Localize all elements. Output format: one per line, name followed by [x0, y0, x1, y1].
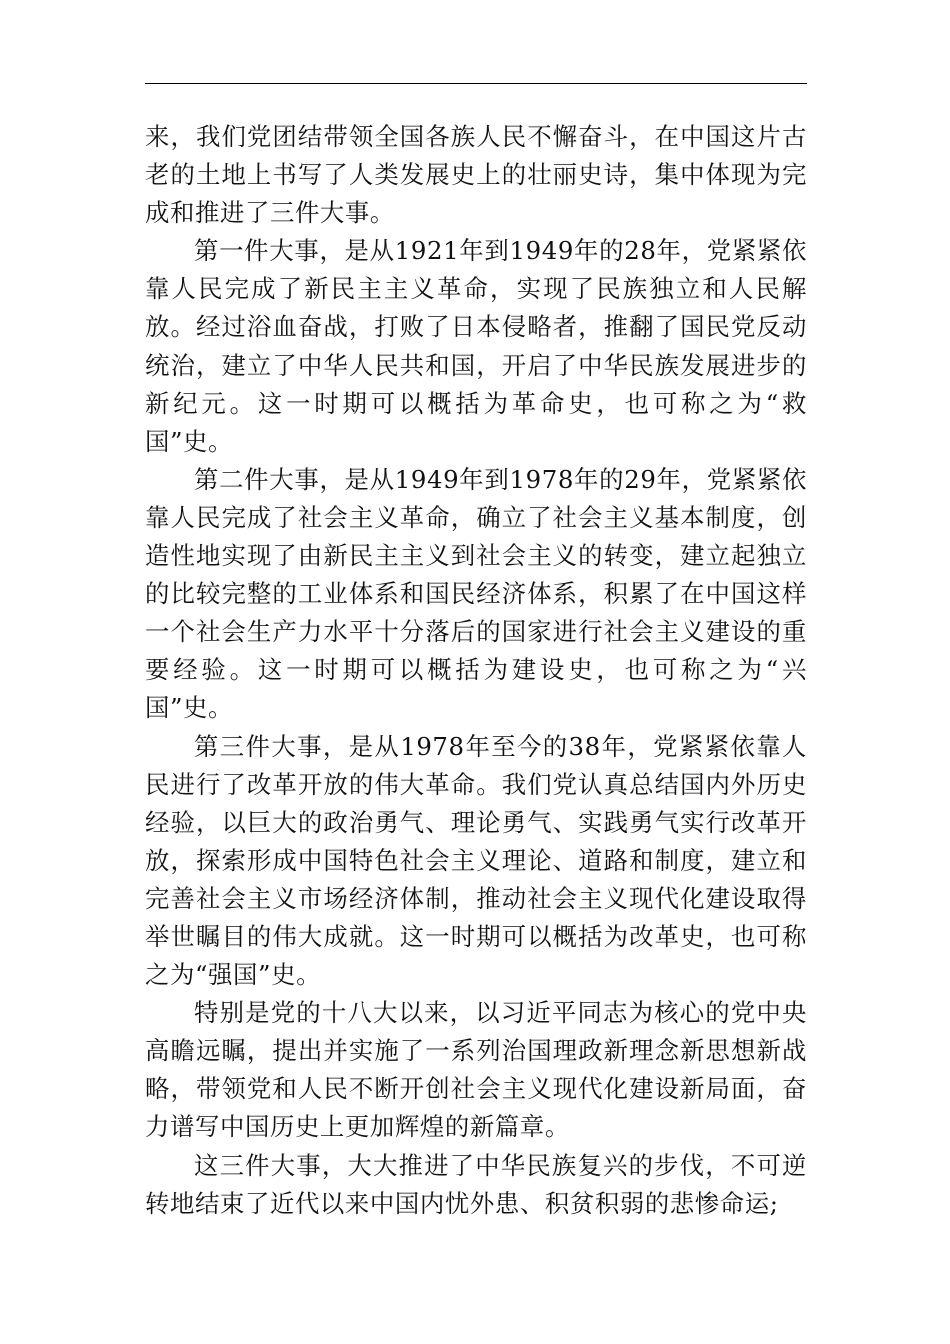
paragraph-2: 第一件大事，是从1921年到1949年的28年，党紧紧依靠人民完成了新民主主义革命，实现了民族独立和人民解放。经过浴血奋战，打败了日本侵略者，推翻了国民党反动统治，建立了中华人民共和国，开启了中华民族发展进步的新纪元。这一时期可以概括为革命史，也可称之为“救国”史。	[145, 236, 807, 456]
paragraph-4: 第三件大事，是从1978年至今的38年，党紧紧依靠人民进行了改革开放的伟大革命。我们党认真总结国内外历史经验，以巨大的政治勇气、理论勇气、实践勇气实行改革开放，探索形成中国特色社会主义理论、道路和制度，建立和完善社会主义市场经济体制，推动社会主义现代化建设取得举世瞩目的伟大成就。这一时期可以概括为改革史，也可称之为“强国”史。	[145, 731, 807, 990]
paragraph-6: 这三件大事，大大推进了中华民族复兴的步伐，不可逆转地结束了近代以来中国内忧外患、积贫积弱的悲惨命运;	[145, 1150, 807, 1218]
paragraph-3: 第二件大事，是从1949年到1978年的29年，党紧紧依靠人民完成了社会主义革命，确立了社会主义基本制度，创造性地实现了由新民主主义到社会主义的转变，建立起独立的比较完整的工业体系和国民经济体系，积累了在中国这样一个社会生产力水平十分落后的国家进行社会主义建设的重要经验。这一时期可以概括为建设史，也可称之为“兴国”史。	[145, 464, 807, 723]
paragraph-5: 特别是党的十八大以来，以习近平同志为核心的党中央高瞻远瞩，提出并实施了一系列治国理政新理念新思想新战略，带领党和人民不断开创社会主义现代化建设新局面，奋力谱写中国历史上更加辉煌的新篇章。	[145, 998, 807, 1142]
document-body	[145, 118, 807, 1223]
header-rule	[145, 83, 807, 84]
paragraph-1: 来，我们党团结带领全国各族人民不懈奋斗，在中国这片古老的土地上书写了人类发展史上的壮丽史诗，集中体现为完成和推进了三件大事。	[145, 122, 807, 228]
